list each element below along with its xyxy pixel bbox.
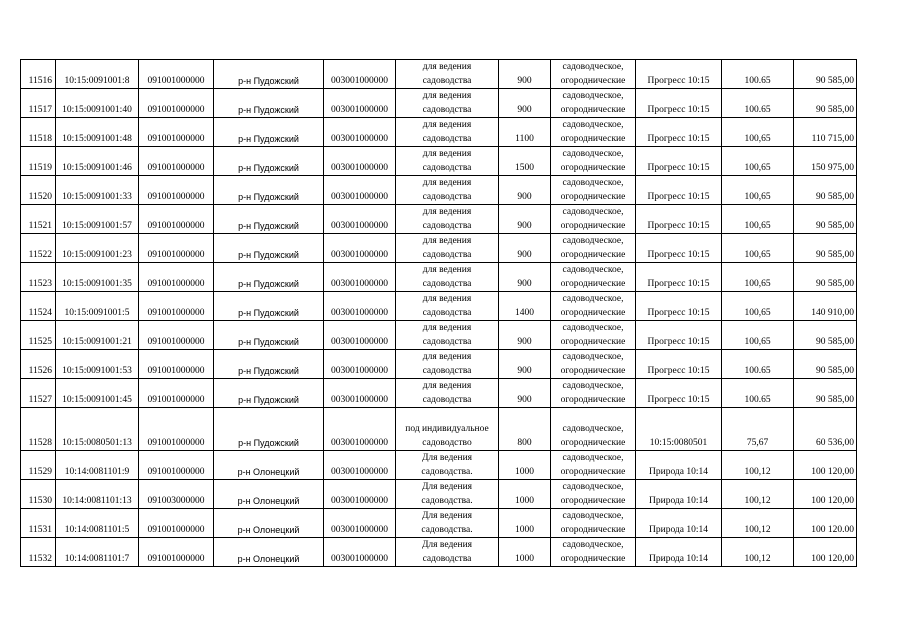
category-cell bbox=[551, 321, 636, 350]
cadastral-number-cell: 10:15:0091001:23 bbox=[56, 234, 139, 263]
district-cell: р-н Олонецкий bbox=[214, 480, 324, 509]
cadastral-number-cell: 10:14:0081101:7 bbox=[56, 538, 139, 567]
permitted-use-cell-line: садоводства bbox=[422, 250, 472, 260]
oktmo-cell: 091001000000 bbox=[139, 451, 214, 480]
permitted-use-cell-line: для ведения bbox=[422, 236, 472, 246]
rate-cell: 100,65 bbox=[722, 321, 794, 350]
table-row bbox=[21, 321, 857, 350]
cadastral-value-cell: 90 585,00 bbox=[794, 89, 857, 118]
permitted-use-cell-line: для ведения bbox=[422, 323, 472, 333]
category-cell-line: огороднические bbox=[560, 105, 626, 115]
category-cell bbox=[551, 379, 636, 408]
cadastral-number-cell: 10:15:0091001:8 bbox=[56, 60, 139, 89]
rate-cell: 100,12 bbox=[722, 480, 794, 509]
category-cell-line: садоводческое, bbox=[562, 149, 624, 159]
permitted-use-cell-line: садоводства bbox=[422, 163, 472, 173]
district-cell: р-н Пудожский bbox=[214, 263, 324, 292]
organization-cell: Прогресс 10:15 bbox=[636, 263, 722, 292]
permitted-use-cell-line: Для ведения bbox=[421, 540, 473, 550]
permitted-use-cell-line: для ведения bbox=[422, 352, 472, 362]
row-number-cell: 11525 bbox=[21, 321, 56, 350]
table-row bbox=[21, 538, 857, 567]
code-cell: 003001000000 bbox=[324, 147, 396, 176]
permitted-use-cell-line: садоводства bbox=[422, 76, 472, 86]
permitted-use-cell bbox=[396, 451, 499, 480]
oktmo-cell: 091001000000 bbox=[139, 205, 214, 234]
rate-cell: 100,65 bbox=[722, 263, 794, 292]
oktmo-cell: 091001000000 bbox=[139, 509, 214, 538]
category-cell-line: садоводческое, bbox=[562, 178, 624, 188]
cadastral-value-cell: 90 585,00 bbox=[794, 321, 857, 350]
district-cell: р-н Пудожский bbox=[214, 89, 324, 118]
row-number-cell: 11524 bbox=[21, 292, 56, 321]
area-sqm-cell: 1500 bbox=[499, 147, 551, 176]
row-number-cell: 11528 bbox=[21, 408, 56, 451]
permitted-use-cell-line: садоводства bbox=[422, 105, 472, 115]
permitted-use-cell-line: для ведения bbox=[422, 91, 472, 101]
area-sqm-cell: 900 bbox=[499, 263, 551, 292]
cadastral-value-cell: 90 585,00 bbox=[794, 263, 857, 292]
category-cell-line: садоводческое, bbox=[562, 236, 624, 246]
category-cell bbox=[551, 408, 636, 451]
permitted-use-cell-line: для ведения bbox=[422, 120, 472, 130]
oktmo-cell: 091001000000 bbox=[139, 234, 214, 263]
organization-cell: Прогресс 10:15 bbox=[636, 205, 722, 234]
district-cell: р-н Пудожский bbox=[214, 205, 324, 234]
area-sqm-cell: 900 bbox=[499, 60, 551, 89]
code-cell: 003001000000 bbox=[324, 538, 396, 567]
category-cell-line: огороднические bbox=[560, 192, 626, 202]
district-cell: р-н Пудожский bbox=[214, 379, 324, 408]
area-sqm-cell: 900 bbox=[499, 321, 551, 350]
cadastral-value-cell: 100 120,00 bbox=[794, 451, 857, 480]
category-cell-line: садоводческое, bbox=[562, 323, 624, 333]
rate-cell: 100,12 bbox=[722, 509, 794, 538]
oktmo-cell: 091001000000 bbox=[139, 263, 214, 292]
cadastral-number-cell: 10:15:0091001:21 bbox=[56, 321, 139, 350]
category-cell bbox=[551, 538, 636, 567]
permitted-use-cell bbox=[396, 480, 499, 509]
category-cell bbox=[551, 60, 636, 89]
category-cell bbox=[551, 480, 636, 509]
permitted-use-cell-line: садоводства bbox=[422, 192, 472, 202]
area-sqm-cell: 1000 bbox=[499, 509, 551, 538]
category-cell-line: садоводческое, bbox=[562, 511, 624, 521]
permitted-use-cell-line: садоводства bbox=[422, 221, 472, 231]
cadastral-value-cell: 90 585,00 bbox=[794, 379, 857, 408]
permitted-use-cell-line: садоводства bbox=[422, 337, 472, 347]
table-row bbox=[21, 350, 857, 379]
permitted-use-cell-line: садоводства bbox=[422, 279, 472, 289]
category-cell-line: огороднические bbox=[560, 308, 626, 318]
rate-cell: 100,65 bbox=[722, 176, 794, 205]
cadastral-value-cell: 90 585,00 bbox=[794, 350, 857, 379]
cadastral-number-cell: 10:15:0091001:35 bbox=[56, 263, 139, 292]
permitted-use-cell-line: садоводства bbox=[422, 366, 472, 376]
permitted-use-cell bbox=[396, 176, 499, 205]
rate-cell: 100.65 bbox=[722, 60, 794, 89]
category-cell-line: садоводческое, bbox=[562, 294, 624, 304]
category-cell bbox=[551, 147, 636, 176]
permitted-use-cell bbox=[396, 292, 499, 321]
permitted-use-cell-line: садоводства bbox=[422, 395, 472, 405]
row-number-cell: 11526 bbox=[21, 350, 56, 379]
rate-cell: 75,67 bbox=[722, 408, 794, 451]
district-cell: р-н Пудожский bbox=[214, 350, 324, 379]
row-number-cell: 11521 bbox=[21, 205, 56, 234]
rate-cell: 100.65 bbox=[722, 379, 794, 408]
district-cell: р-н Пудожский bbox=[214, 234, 324, 263]
cadastral-number-cell: 10:15:0091001:53 bbox=[56, 350, 139, 379]
district-cell: р-н Пудожский bbox=[214, 176, 324, 205]
permitted-use-cell bbox=[396, 509, 499, 538]
category-cell-line: садоводческое, bbox=[562, 265, 624, 275]
cadastral-number-cell: 10:15:0091001:57 bbox=[56, 205, 139, 234]
permitted-use-cell-line: садоводство bbox=[422, 438, 472, 448]
code-cell: 003001000000 bbox=[324, 480, 396, 509]
category-cell bbox=[551, 234, 636, 263]
district-cell: р-н Олонецкий bbox=[214, 509, 324, 538]
organization-cell: Прогресс 10:15 bbox=[636, 147, 722, 176]
rate-cell: 100,65 bbox=[722, 234, 794, 263]
category-cell-line: огороднические bbox=[560, 279, 626, 289]
permitted-use-cell bbox=[396, 118, 499, 147]
cadastral-value-cell: 90 585,00 bbox=[794, 205, 857, 234]
cadastral-number-cell: 10:14:0081101:13 bbox=[56, 480, 139, 509]
cadastral-number-cell: 10:15:0080501:13 bbox=[56, 408, 139, 451]
code-cell: 003001000000 bbox=[324, 118, 396, 147]
organization-cell: Природа 10:14 bbox=[636, 538, 722, 567]
area-sqm-cell: 900 bbox=[499, 234, 551, 263]
permitted-use-cell bbox=[396, 350, 499, 379]
code-cell: 003001000000 bbox=[324, 205, 396, 234]
organization-cell: 10:15:0080501 bbox=[636, 408, 722, 451]
cadastral-number-cell: 10:15:0091001:45 bbox=[56, 379, 139, 408]
organization-cell: Прогресс 10:15 bbox=[636, 321, 722, 350]
code-cell: 003001000000 bbox=[324, 408, 396, 451]
cadastral-value-cell: 100 120,00 bbox=[794, 480, 857, 509]
row-number-cell: 11532 bbox=[21, 538, 56, 567]
table-row bbox=[21, 451, 857, 480]
cadastral-value-cell: 140 910,00 bbox=[794, 292, 857, 321]
organization-cell: Природа 10:14 bbox=[636, 451, 722, 480]
organization-cell: Природа 10:14 bbox=[636, 509, 722, 538]
district-cell: р-н Пудожский bbox=[214, 321, 324, 350]
category-cell-line: огороднические bbox=[560, 467, 626, 477]
permitted-use-cell-line: под индивидуальное bbox=[405, 424, 489, 434]
oktmo-cell: 091001000000 bbox=[139, 176, 214, 205]
row-number-cell: 11517 bbox=[21, 89, 56, 118]
cadastral-value-cell: 150 975,00 bbox=[794, 147, 857, 176]
area-sqm-cell: 900 bbox=[499, 350, 551, 379]
area-sqm-cell: 900 bbox=[499, 205, 551, 234]
permitted-use-cell bbox=[396, 89, 499, 118]
area-sqm-cell: 900 bbox=[499, 379, 551, 408]
oktmo-cell: 091001000000 bbox=[139, 538, 214, 567]
area-sqm-cell: 1400 bbox=[499, 292, 551, 321]
cadastral-value-cell: 90 585,00 bbox=[794, 234, 857, 263]
row-number-cell: 11522 bbox=[21, 234, 56, 263]
row-number-cell: 11530 bbox=[21, 480, 56, 509]
cadastral-value-cell: 60 536,00 bbox=[794, 408, 857, 451]
table-row bbox=[21, 480, 857, 509]
organization-cell: Прогресс 10:15 bbox=[636, 118, 722, 147]
oktmo-cell: 091003000000 bbox=[139, 480, 214, 509]
area-sqm-cell: 900 bbox=[499, 89, 551, 118]
table-row bbox=[21, 118, 857, 147]
rate-cell: 100,65 bbox=[722, 118, 794, 147]
category-cell bbox=[551, 451, 636, 480]
oktmo-cell: 091001000000 bbox=[139, 321, 214, 350]
category-cell-line: садоводческое, bbox=[562, 207, 624, 217]
cadastral-number-cell: 10:14:0081101:9 bbox=[56, 451, 139, 480]
category-cell-line: огороднические bbox=[560, 76, 626, 86]
row-number-cell: 11523 bbox=[21, 263, 56, 292]
organization-cell: Прогресс 10:15 bbox=[636, 89, 722, 118]
category-cell-line: садоводческое, bbox=[562, 424, 624, 434]
code-cell: 003001000000 bbox=[324, 350, 396, 379]
category-cell-line: садоводческое, bbox=[562, 120, 624, 130]
category-cell-line: огороднические bbox=[560, 496, 626, 506]
category-cell-line: садоводческое, bbox=[562, 453, 624, 463]
rate-cell: 100.65 bbox=[722, 89, 794, 118]
organization-cell: Прогресс 10:15 bbox=[636, 176, 722, 205]
permitted-use-cell-line: садоводства. bbox=[421, 525, 473, 535]
area-sqm-cell: 900 bbox=[499, 176, 551, 205]
cadastral-value-cell: 100 120,00 bbox=[794, 538, 857, 567]
permitted-use-cell-line: Для ведения bbox=[421, 482, 473, 492]
rate-cell: 100,65 bbox=[722, 205, 794, 234]
cadastral-value-cell: 110 715,00 bbox=[794, 118, 857, 147]
district-cell: р-н Пудожский bbox=[214, 408, 324, 451]
area-sqm-cell: 1000 bbox=[499, 480, 551, 509]
district-cell: р-н Пудожский bbox=[214, 118, 324, 147]
organization-cell: Прогресс 10:15 bbox=[636, 379, 722, 408]
organization-cell: Природа 10:14 bbox=[636, 480, 722, 509]
oktmo-cell: 091001000000 bbox=[139, 118, 214, 147]
category-cell-line: садоводческое, bbox=[562, 381, 624, 391]
rate-cell: 100,12 bbox=[722, 451, 794, 480]
permitted-use-cell-line: для ведения bbox=[422, 178, 472, 188]
category-cell-line: садоводческое, bbox=[562, 62, 624, 72]
oktmo-cell: 091001000000 bbox=[139, 89, 214, 118]
permitted-use-cell-line: для ведения bbox=[422, 62, 472, 72]
permitted-use-cell bbox=[396, 263, 499, 292]
area-sqm-cell: 1000 bbox=[499, 538, 551, 567]
cadastral-number-cell: 10:15:0091001:46 bbox=[56, 147, 139, 176]
oktmo-cell: 091001000000 bbox=[139, 60, 214, 89]
table-row bbox=[21, 147, 857, 176]
permitted-use-cell-line: для ведения bbox=[422, 294, 472, 304]
district-cell: р-н Олонецкий bbox=[214, 538, 324, 567]
cadastral-number-cell: 10:15:0091001:33 bbox=[56, 176, 139, 205]
cadastral-value-cell: 90 585,00 bbox=[794, 176, 857, 205]
permitted-use-cell bbox=[396, 60, 499, 89]
permitted-use-cell-line: для ведения bbox=[422, 381, 472, 391]
cadastral-value-cell: 90 585,00 bbox=[794, 60, 857, 89]
category-cell-line: огороднические bbox=[560, 337, 626, 347]
oktmo-cell: 091001000000 bbox=[139, 379, 214, 408]
code-cell: 003001000000 bbox=[324, 176, 396, 205]
area-sqm-cell: 1000 bbox=[499, 451, 551, 480]
area-sqm-cell: 1100 bbox=[499, 118, 551, 147]
category-cell bbox=[551, 509, 636, 538]
category-cell-line: огороднические bbox=[560, 250, 626, 260]
cadastral-number-cell: 10:15:0091001:40 bbox=[56, 89, 139, 118]
code-cell: 003001000000 bbox=[324, 509, 396, 538]
permitted-use-cell bbox=[396, 321, 499, 350]
table-row bbox=[21, 292, 857, 321]
category-cell bbox=[551, 176, 636, 205]
permitted-use-cell bbox=[396, 205, 499, 234]
permitted-use-cell-line: садоводства. bbox=[421, 467, 473, 477]
district-cell: р-н Пудожский bbox=[214, 292, 324, 321]
row-number-cell: 11518 bbox=[21, 118, 56, 147]
permitted-use-cell-line: садоводства bbox=[422, 134, 472, 144]
category-cell bbox=[551, 263, 636, 292]
permitted-use-cell-line: садоводства. bbox=[421, 496, 473, 506]
category-cell bbox=[551, 205, 636, 234]
rate-cell: 100,12 bbox=[722, 538, 794, 567]
category-cell-line: огороднические bbox=[560, 438, 626, 448]
row-number-cell: 11529 bbox=[21, 451, 56, 480]
code-cell: 003001000000 bbox=[324, 234, 396, 263]
category-cell bbox=[551, 118, 636, 147]
oktmo-cell: 091001000000 bbox=[139, 292, 214, 321]
cadastral-value-cell: 100 120.00 bbox=[794, 509, 857, 538]
category-cell-line: огороднические bbox=[560, 134, 626, 144]
table-row bbox=[21, 509, 857, 538]
code-cell: 003001000000 bbox=[324, 292, 396, 321]
row-number-cell: 11519 bbox=[21, 147, 56, 176]
cadastral-number-cell: 10:14:0081101:5 bbox=[56, 509, 139, 538]
category-cell-line: огороднические bbox=[560, 395, 626, 405]
area-sqm-cell: 800 bbox=[499, 408, 551, 451]
oktmo-cell: 091001000000 bbox=[139, 350, 214, 379]
table-row bbox=[21, 379, 857, 408]
organization-cell: Прогресс 10:15 bbox=[636, 234, 722, 263]
row-number-cell: 11516 bbox=[21, 60, 56, 89]
code-cell: 003001000000 bbox=[324, 89, 396, 118]
district-cell: р-н Олонецкий bbox=[214, 451, 324, 480]
cadastral-number-cell: 10:15:0091001:5 bbox=[56, 292, 139, 321]
permitted-use-cell-line: садоводства bbox=[422, 308, 472, 318]
permitted-use-cell-line: для ведения bbox=[422, 207, 472, 217]
category-cell-line: огороднические bbox=[560, 163, 626, 173]
row-number-cell: 11527 bbox=[21, 379, 56, 408]
district-cell: р-н Пудожский bbox=[214, 60, 324, 89]
category-cell-line: садоводческое, bbox=[562, 91, 624, 101]
code-cell: 003001000000 bbox=[324, 379, 396, 408]
rate-cell: 100,65 bbox=[722, 147, 794, 176]
cadastral-number-cell: 10:15:0091001:48 bbox=[56, 118, 139, 147]
code-cell: 003001000000 bbox=[324, 60, 396, 89]
row-number-cell: 11531 bbox=[21, 509, 56, 538]
permitted-use-cell bbox=[396, 147, 499, 176]
table-row bbox=[21, 263, 857, 292]
category-cell-line: огороднические bbox=[560, 366, 626, 376]
category-cell-line: садоводческое, bbox=[562, 352, 624, 362]
organization-cell: Прогресс 10:15 bbox=[636, 60, 722, 89]
table-row bbox=[21, 205, 857, 234]
permitted-use-cell-line: для ведения bbox=[422, 149, 472, 159]
code-cell: 003001000000 bbox=[324, 263, 396, 292]
code-cell: 003001000000 bbox=[324, 321, 396, 350]
category-cell bbox=[551, 350, 636, 379]
category-cell-line: садоводческое, bbox=[562, 540, 624, 550]
table-row bbox=[21, 408, 857, 451]
code-cell: 003001000000 bbox=[324, 451, 396, 480]
rate-cell: 100,65 bbox=[722, 292, 794, 321]
permitted-use-cell-line: для ведения bbox=[422, 265, 472, 275]
organization-cell: Прогресс 10:15 bbox=[636, 350, 722, 379]
permitted-use-cell bbox=[396, 379, 499, 408]
category-cell bbox=[551, 89, 636, 118]
table-row bbox=[21, 89, 857, 118]
table-row bbox=[21, 176, 857, 205]
table-row bbox=[21, 234, 857, 263]
land-plot-table bbox=[20, 59, 857, 567]
permitted-use-cell-line: садоводства bbox=[422, 554, 472, 564]
table-row bbox=[21, 60, 857, 89]
category-cell-line: огороднические bbox=[560, 221, 626, 231]
oktmo-cell: 091001000000 bbox=[139, 147, 214, 176]
row-number-cell: 11520 bbox=[21, 176, 56, 205]
category-cell-line: садоводческое, bbox=[562, 482, 624, 492]
category-cell-line: огороднические bbox=[560, 554, 626, 564]
document-table-container bbox=[20, 59, 857, 567]
permitted-use-cell bbox=[396, 408, 499, 451]
district-cell: р-н Пудожский bbox=[214, 147, 324, 176]
oktmo-cell: 091001000000 bbox=[139, 408, 214, 451]
permitted-use-cell-line: Для ведения bbox=[421, 453, 473, 463]
category-cell-line: огороднические bbox=[560, 525, 626, 535]
permitted-use-cell-line: Для ведения bbox=[421, 511, 473, 521]
category-cell bbox=[551, 292, 636, 321]
rate-cell: 100.65 bbox=[722, 350, 794, 379]
permitted-use-cell bbox=[396, 234, 499, 263]
organization-cell: Прогресс 10:15 bbox=[636, 292, 722, 321]
permitted-use-cell bbox=[396, 538, 499, 567]
